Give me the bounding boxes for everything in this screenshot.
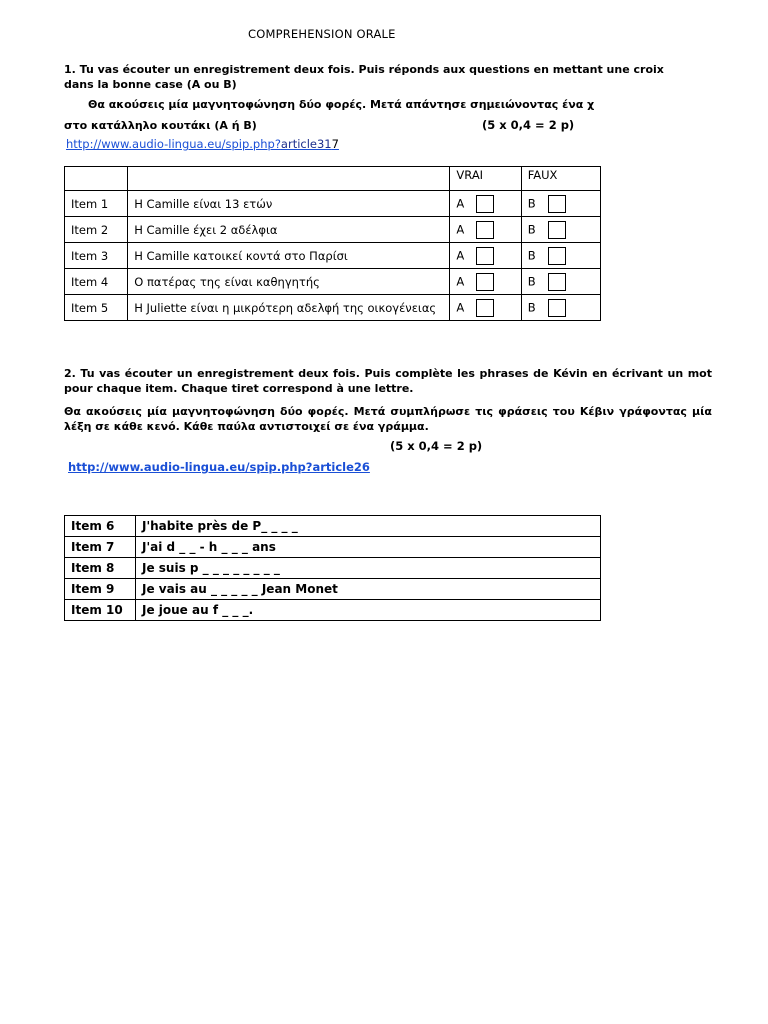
option-b-cell (521, 269, 600, 295)
question-2-instructions-fr: 2. Tu vas écouter un enregistrement deux fois. Puis complète les phrases de Kévin en écrivant un mot pour chaque item. Chaque tiret correspond à une lettre. (64, 367, 712, 395)
table-row (65, 579, 601, 600)
item-label: Item 4 (65, 269, 128, 295)
table-row (65, 243, 601, 269)
table-row (65, 537, 601, 558)
checkbox-a[interactable] (476, 299, 494, 317)
question-1-instructions-gr: Θα ακούσεις μία μαγνητοφώνηση δύο φορές. Μετά απάντησε σημειώνοντας ένα χ (88, 98, 595, 111)
checkbox-a[interactable] (476, 247, 494, 265)
link-end: 7 (331, 137, 339, 151)
item-label: Item 5 (65, 295, 128, 321)
question-1-instructions-gr-line2: στο κατάλληλο κουτάκι (Α ή Β) (64, 119, 257, 132)
checkbox-b[interactable] (548, 221, 566, 239)
checkbox-a[interactable] (476, 195, 494, 213)
fill-in-sentence[interactable]: J'habite près de P_ _ _ _ (136, 516, 601, 537)
table-row (65, 558, 601, 579)
option-b-cell (521, 191, 600, 217)
option-b-label: B (527, 196, 536, 210)
option-b-cell (521, 243, 600, 269)
question-1-audio-link[interactable] (66, 137, 339, 151)
fill-in-sentence[interactable]: J'ai d _ _ - h _ _ _ ans (136, 537, 601, 558)
link-main: http://www.audio-lingua.eu/spip.php? (66, 137, 281, 151)
option-b-label: B (527, 274, 536, 288)
option-b-cell (521, 295, 600, 321)
item-label: Item 8 (65, 558, 136, 579)
item-label: Item 9 (65, 579, 136, 600)
header-empty-cell (128, 167, 450, 191)
option-a-cell (450, 243, 521, 269)
question-1-instructions-fr: 1. Tu vas écouter un enregistrement deux fois. Puis réponds aux questions en mettant une croix dans la bonne case (A ou B) (64, 63, 664, 91)
checkbox-a[interactable] (476, 273, 494, 291)
fill-in-table (64, 515, 601, 621)
checkbox-b[interactable] (548, 299, 566, 317)
option-a-label: A (456, 274, 465, 288)
option-a-cell (450, 191, 521, 217)
fill-in-sentence[interactable]: Je suis p _ _ _ _ _ _ _ _ (136, 558, 601, 579)
option-b-cell (521, 217, 600, 243)
table-row (65, 191, 601, 217)
table-row (65, 516, 601, 537)
item-label: Item 10 (65, 600, 136, 621)
item-statement: Η Camille έχει 2 αδέλφια (128, 217, 450, 243)
header-empty-cell (65, 167, 128, 191)
item-label: Item 6 (65, 516, 136, 537)
header-faux: FAUX (521, 167, 600, 191)
header-vrai: VRAI (450, 167, 521, 191)
option-b-label: B (527, 222, 536, 236)
option-a-label: A (456, 196, 465, 210)
item-label: Item 7 (65, 537, 136, 558)
question-2-instructions-gr: Θα ακούσεις μία μαγνητοφώνηση δύο φορές. Μετά συμπλήρωσε τις φράσεις του Κέβιν γράφοντας μία λέξη σε κάθε κενό. Κάθε παύλα αντιστοιχεί σε ένα γράμμα. (64, 405, 712, 433)
fill-in-sentence[interactable]: Je vais au _ _ _ _ _ Jean Monet (136, 579, 601, 600)
table-row (65, 217, 601, 243)
link-tail: article31 (280, 137, 332, 151)
item-label: Item 2 (65, 217, 128, 243)
checkbox-a[interactable] (476, 221, 494, 239)
table-row (65, 600, 601, 621)
option-a-cell (450, 295, 521, 321)
true-false-table (64, 166, 601, 321)
fill-in-sentence[interactable]: Je joue au f _ _ _. (136, 600, 601, 621)
checkbox-b[interactable] (548, 195, 566, 213)
option-a-label: A (456, 248, 465, 262)
table-row (65, 269, 601, 295)
item-statement: Η Camille είναι 13 ετών (128, 191, 450, 217)
option-a-label: A (456, 222, 465, 236)
option-a-cell (450, 269, 521, 295)
item-statement: Η Juliette είναι η μικρότερη αδελφή της οικογένειας (128, 295, 450, 321)
page-title: COMPREHENSION ORALE (248, 27, 396, 41)
option-a-cell (450, 217, 521, 243)
item-label: Item 1 (65, 191, 128, 217)
question-1-points: (5 x 0,4 = 2 p) (482, 118, 575, 132)
item-statement: Ο πατέρας της είναι καθηγητής (128, 269, 450, 295)
item-statement: Η Camille κατοικεί κοντά στο Παρίσι (128, 243, 450, 269)
option-b-label: B (527, 248, 536, 262)
question-2-points: (5 x 0,4 = 2 p) (390, 439, 483, 453)
option-a-label: A (456, 300, 465, 314)
option-b-label: B (527, 300, 536, 314)
checkbox-b[interactable] (548, 273, 566, 291)
checkbox-b[interactable] (548, 247, 566, 265)
table-header-row (65, 167, 601, 191)
item-label: Item 3 (65, 243, 128, 269)
table-row (65, 295, 601, 321)
question-2-audio-link[interactable]: http://www.audio-lingua.eu/spip.php?article26 (68, 460, 370, 474)
